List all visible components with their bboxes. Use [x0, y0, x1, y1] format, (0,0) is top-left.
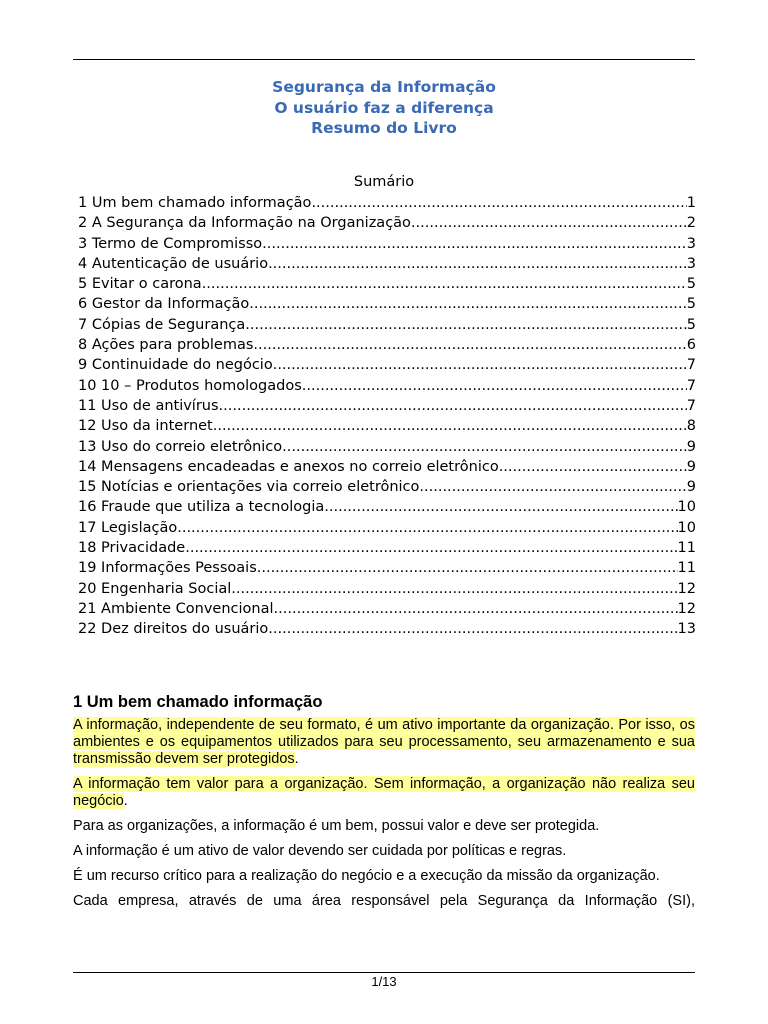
toc-entry[interactable]	[78, 315, 696, 335]
toc-leader-dots	[177, 518, 677, 538]
toc-entry-title: 18 Privacidade	[78, 540, 186, 557]
toc-leader-dots	[311, 193, 686, 213]
paragraph-4: A informação é um ativo de valor devendo ser cuidada por políticas e regras.	[73, 843, 567, 859]
toc-entry[interactable]	[78, 254, 696, 274]
toc-entry-page: 5	[686, 316, 696, 333]
toc-entry-title: 19 Informações Pessoais	[78, 560, 257, 577]
toc-entry[interactable]	[78, 335, 696, 355]
title-line-1: Segurança da Informação	[272, 78, 496, 96]
toc-entry[interactable]	[78, 294, 696, 314]
toc-leader-dots	[274, 599, 678, 619]
toc-entry-title: 8 Ações para problemas	[78, 337, 254, 354]
toc-entry-title: 4 Autenticação de usuário	[78, 255, 269, 272]
paragraph-1: A informação, independente de seu formato, é um ativo importante da organização. Por isso, os ambientes e os equipamentos utilizados para seu processamento, seu armazenamento e sua transmissão devem ser protegidos.	[73, 717, 695, 767]
toc-entry-page: 12	[677, 580, 696, 597]
paragraph-5: É um recurso crítico para a realização do negócio e a execução da missão da organização.	[73, 868, 660, 884]
toc-entry-page: 12	[677, 600, 696, 617]
toc-entry-page: 3	[686, 235, 696, 252]
toc-entry-page: 9	[686, 479, 696, 496]
toc-entry-page: 7	[686, 377, 696, 394]
toc-entry-title: 7 Cópias de Segurança	[78, 316, 246, 333]
section-body	[73, 717, 695, 918]
toc-entry-page: 10	[677, 519, 696, 536]
toc-entry-title: 9 Continuidade do negócio	[78, 357, 273, 374]
toc-entry-title: 12 Uso da internet	[78, 418, 213, 435]
toc-entry-page: 7	[686, 357, 696, 374]
toc-entry-page: 3	[686, 255, 696, 272]
toc-entry[interactable]	[78, 599, 696, 619]
toc-leader-dots	[249, 294, 687, 314]
toc-entry[interactable]	[78, 579, 696, 599]
toc-entry-title: 17 Legislação	[78, 519, 178, 536]
header-rule	[73, 59, 695, 60]
toc-entry-title: 3 Termo de Compromisso	[78, 235, 263, 252]
toc-entry[interactable]	[78, 396, 696, 416]
toc-leader-dots	[273, 355, 687, 375]
toc-entry[interactable]	[78, 437, 696, 457]
toc-entry[interactable]	[78, 477, 696, 497]
footer-rule	[73, 972, 695, 973]
toc-leader-dots	[231, 579, 677, 599]
toc-entry-title: 11 Uso de antivírus	[78, 397, 219, 414]
toc-entry[interactable]	[78, 234, 696, 254]
toc-leader-dots	[262, 234, 687, 254]
toc-entry[interactable]	[78, 538, 696, 558]
toc-entry-page: 13	[677, 621, 696, 638]
toc-entry-page: 9	[686, 438, 696, 455]
title-line-2: O usuário faz a diferença	[274, 98, 494, 117]
toc-entry[interactable]	[78, 193, 696, 213]
toc-entry-title: 22 Dez direitos do usuário	[78, 621, 269, 638]
toc-entry-title: 15 Notícias e orientações via correio eletrônico	[78, 479, 420, 496]
toc-entry[interactable]	[78, 619, 696, 639]
toc-entry[interactable]	[78, 213, 696, 233]
toc-entry[interactable]	[78, 416, 696, 436]
toc-entry-page: 8	[686, 418, 696, 435]
page-number: 1/13	[371, 974, 397, 989]
document-title	[73, 77, 695, 139]
toc-leader-dots	[419, 477, 686, 497]
toc-leader-dots	[282, 437, 687, 457]
toc-entry-title: 13 Uso do correio eletrônico	[78, 438, 283, 455]
toc-leader-dots	[202, 274, 687, 294]
toc-leader-dots	[253, 335, 686, 355]
toc-entry-page: 10	[677, 499, 696, 516]
paragraph-3: Para as organizações, a informação é um bem, possui valor e deve ser protegida.	[73, 818, 600, 834]
toc-entry-title: 6 Gestor da Informação	[78, 296, 250, 313]
highlighted-text: A informação tem valor para a organização. Sem informação, a organização não realiza seu negócio	[73, 776, 695, 809]
toc-leader-dots	[302, 376, 687, 396]
toc-leader-dots	[257, 558, 678, 578]
toc-entry-page: 2	[686, 215, 696, 232]
title-line-3: Resumo do Livro	[311, 119, 457, 137]
paragraph-6: Cada empresa, através de uma área responsável pela Segurança da Informação (SI),	[73, 893, 695, 909]
toc-entry-title: 16 Fraude que utiliza a tecnologia	[78, 499, 325, 516]
toc-heading: Sumário	[353, 174, 415, 190]
toc-leader-dots	[268, 254, 687, 274]
toc-leader-dots	[268, 619, 677, 639]
paragraph-2: A informação tem valor para a organização. Sem informação, a organização não realiza seu negócio.	[73, 776, 695, 809]
toc-entry[interactable]	[78, 376, 696, 396]
toc-leader-dots	[213, 416, 687, 436]
highlighted-text: A informação, independente de seu formato, é um ativo importante da organização. Por isso, os ambientes e os equipamentos utilizados para seu processamento, seu armazenamento e sua transmissão devem ser protegidos	[73, 717, 695, 767]
toc-entry-page: 11	[677, 560, 696, 577]
toc-entry[interactable]	[78, 274, 696, 294]
toc-leader-dots	[324, 497, 677, 517]
toc-entry-page: 1	[686, 195, 696, 211]
toc-leader-dots	[219, 396, 687, 416]
toc-entry[interactable]	[78, 457, 696, 477]
toc-leader-dots	[245, 315, 687, 335]
toc-leader-dots	[185, 538, 677, 558]
toc-entry[interactable]	[78, 355, 696, 375]
toc-entry-title: 2 A Segurança da Informação na Organização	[78, 215, 411, 232]
toc-entry-title: 14 Mensagens encadeadas e anexos no correio eletrônico	[78, 458, 499, 475]
toc-entry-title: 1 Um bem chamado informação	[78, 195, 312, 211]
toc-entry-title: 10 10 – Produtos homologados	[78, 377, 302, 394]
toc-entry-page: 7	[686, 397, 696, 414]
toc-entry-page: 11	[677, 540, 696, 557]
toc-entry-title: 5 Evitar o carona	[78, 276, 202, 293]
toc-entry-page: 5	[686, 296, 696, 313]
toc-entry-title: 20 Engenharia Social	[78, 580, 232, 597]
section-heading: 1 Um bem chamado informação	[73, 693, 323, 711]
table-of-contents	[78, 193, 696, 640]
toc-entry-page: 6	[686, 337, 696, 354]
toc-entry-title: 21 Ambiente Convencional	[78, 600, 274, 617]
toc-entry[interactable]	[78, 497, 696, 517]
toc-leader-dots	[411, 213, 687, 233]
toc-entry-page: 9	[686, 458, 696, 475]
toc-entry[interactable]	[78, 518, 696, 538]
toc-leader-dots	[499, 457, 687, 477]
toc-entry-page: 5	[686, 276, 696, 293]
toc-entry[interactable]	[78, 558, 696, 578]
